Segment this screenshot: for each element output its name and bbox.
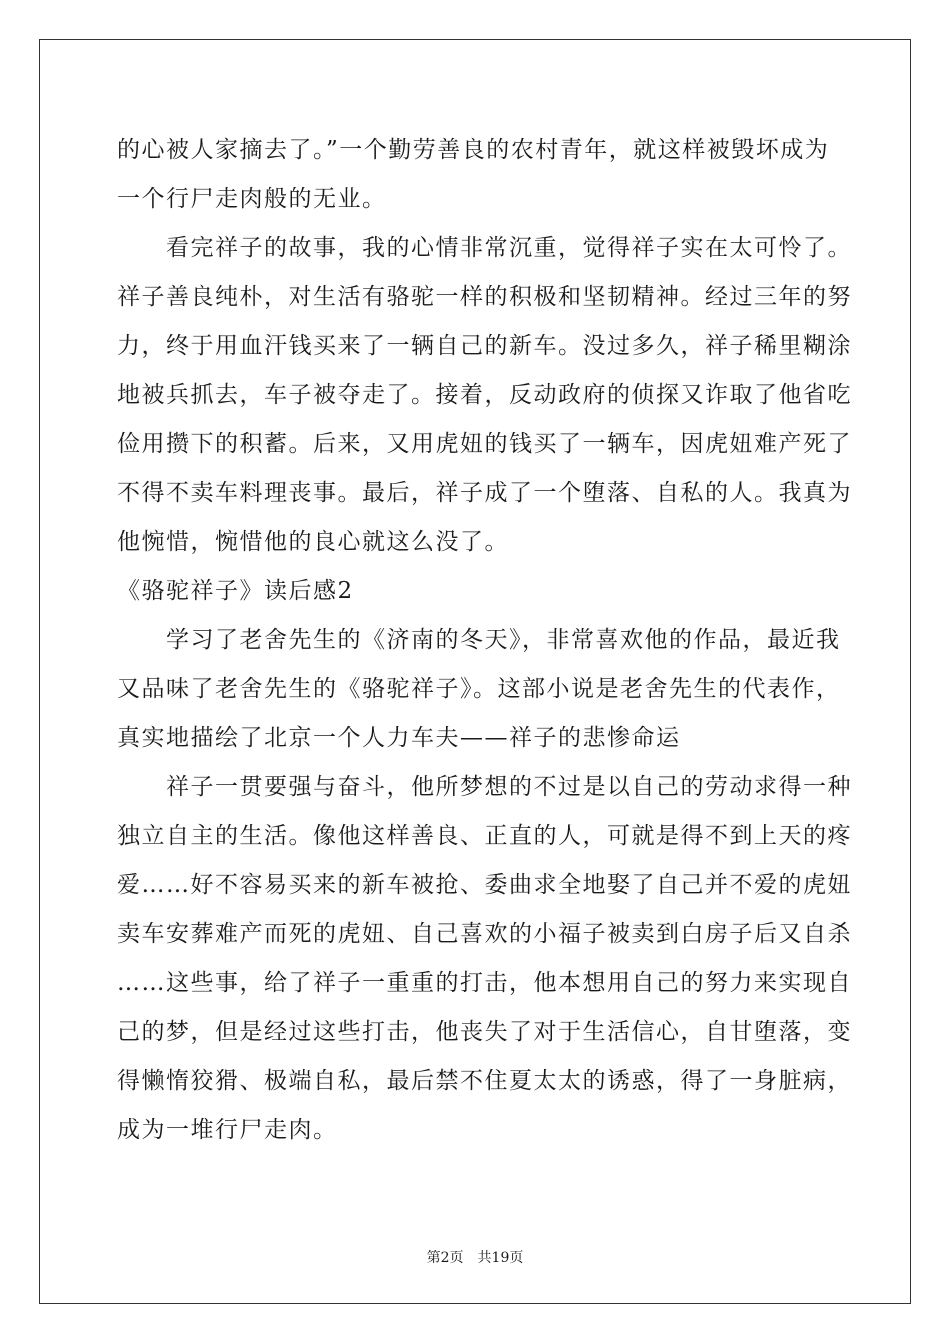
- section-heading: 《骆驼祥子》读后感2: [117, 578, 354, 604]
- document-body: [117, 126, 852, 1155]
- text-line: ……这些事，给了祥子一重重的打击，他本想用自己的努力来实现自: [117, 970, 852, 996]
- text-line: 爱……好不容易买来的新车被抢、委曲求全地娶了自己并不爱的虎妞: [117, 872, 852, 898]
- text-line: 学习了老舍先生的《济南的冬天》，非常喜欢他的作品，最近我: [117, 627, 841, 653]
- text-line: 得懒惰狡猾、极端自私，最后禁不住夏太太的诱惑，得了一身脏病，: [117, 1068, 852, 1094]
- text-line: 看完祥子的故事，我的心情非常沉重，觉得祥子实在太可怜了。: [117, 235, 852, 261]
- text-line: 不得不卖车料理丧事。最后，祥子成了一个堕落、自私的人。我真为: [117, 480, 852, 506]
- text-line: 他惋惜，惋惜他的良心就这么没了。: [117, 529, 509, 555]
- text-line: 真实地描绘了北京一个人力车夫——祥子的悲惨命运: [117, 725, 681, 751]
- text-line: 祥子一贯要强与奋斗，他所梦想的不过是以自己的劳动求得一种: [117, 774, 852, 800]
- text-line: 成为一堆行尸走肉。: [117, 1117, 338, 1143]
- total-pages: 共19页: [477, 1250, 524, 1266]
- page-number: 第2页: [426, 1250, 464, 1266]
- text-line: 又品味了老舍先生的《骆驼祥子》。这部小说是老舍先生的代表作，: [117, 676, 841, 702]
- text-line: 卖车安葬难产而死的虎妞、自己喜欢的小福子被卖到白房子后又自杀: [117, 921, 852, 947]
- text-line: 一个行尸走肉般的无业。: [117, 186, 387, 212]
- text-line: 力，终于用血汗钱买来了一辆自己的新车。没过多久，祥子稀里糊涂: [117, 333, 852, 359]
- page-footer: [0, 1247, 950, 1267]
- text-line: 己的梦，但是经过这些打击，他丧失了对于生活信心，自甘堕落，变: [117, 1019, 852, 1045]
- text-line: 祥子善良纯朴，对生活有骆驼一样的积极和坚韧精神。经过三年的努: [117, 284, 852, 310]
- text-line: 地被兵抓去，车子被夺走了。接着，反动政府的侦探又诈取了他省吃: [117, 382, 852, 408]
- text-line: 的心被人家摘去了。”一个勤劳善良的农村青年，就这样被毁坏成为: [117, 137, 830, 163]
- text-line: 独立自主的生活。像他这样善良、正直的人，可就是得不到上天的疼: [117, 823, 852, 849]
- text-line: 俭用攒下的积蓄。后来，又用虎妞的钱买了一辆车，因虎妞难产死了: [117, 431, 852, 457]
